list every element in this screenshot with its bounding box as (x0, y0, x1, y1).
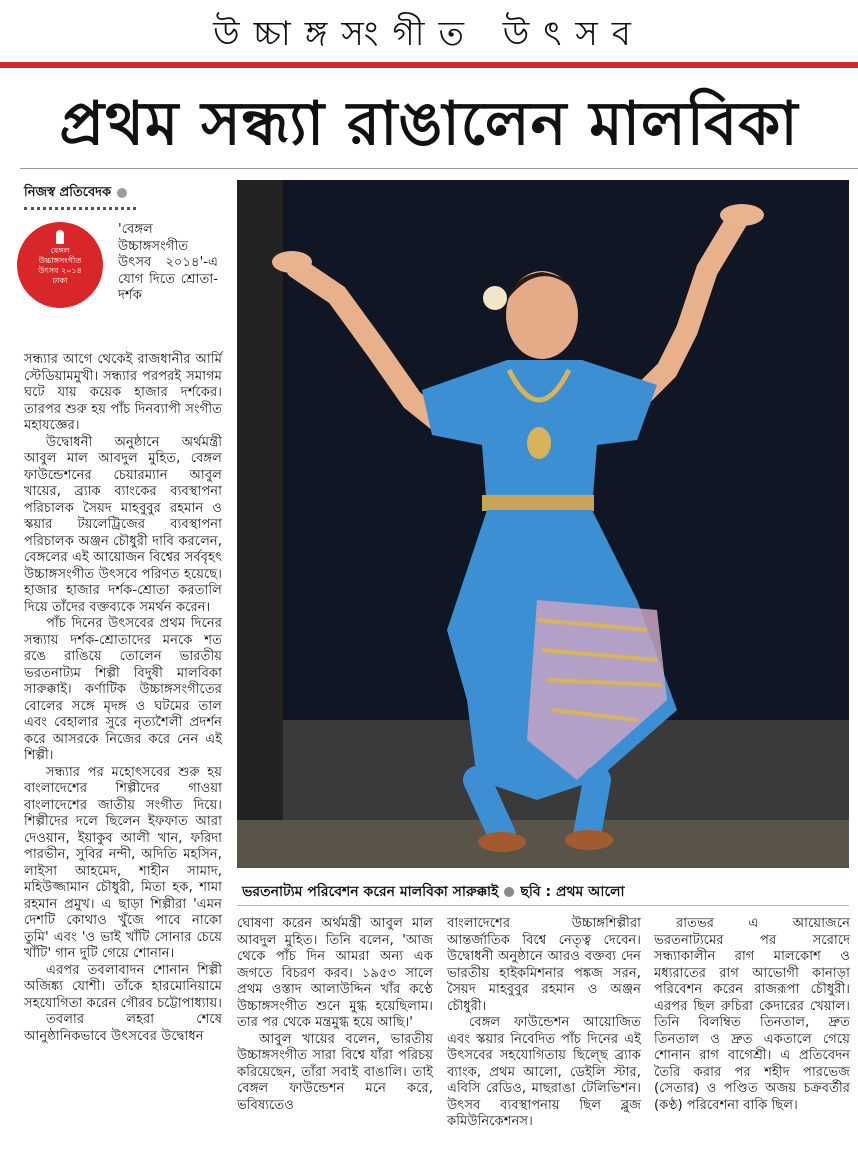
dancer-photo (237, 180, 849, 868)
article-intro: 'বেঙ্গল উচ্চাঙ্গসংগীত উৎসব ২০১৪'-এ যোগ দিতে শ্রোতা-দর্শক (118, 222, 218, 303)
section-header: উচ্চাঙ্গসংগীত উৎসব (213, 14, 645, 54)
bullet-icon (504, 887, 514, 897)
photo-caption (242, 880, 625, 904)
left-hand (272, 251, 312, 273)
headline-divider (20, 168, 858, 169)
byline (24, 183, 127, 204)
article-column-4: রাতভর এ আয়োজনে ভরতনাট্যমের পর সরোদে সন্ধ্যাকালীন রাগ মালকোশ ও মধ্যরাতের রাগ আভোগী কানাড়া পরিবেশন করেন রাজরূপা চৌধুরী। এরপর ছিল রুচিরা কেদারের খেয়াল। তিনি বিলম্বিত তিনতাল, দ্রুত তিনতাল ও দ্রুত একতালে গেয়ে শোনান রাগ বাগেশ্রী। এ প্রতিবেদন তৈরি করার পর শহীদ পারভেজ (সেতার) ও পণ্ডিত অজয় চক্রবর্তীর (কণ্ঠ) পরিবেশনা বাকি ছিল। (654, 916, 850, 1113)
dancer-icon (56, 230, 64, 244)
byline-text: নিজস্ব প্রতিবেদক (24, 185, 112, 200)
right-hand (720, 204, 764, 226)
dotted-divider (24, 207, 136, 210)
article-column-2: ঘোষণা করেন অর্থমন্ত্রী আবুল মাল আবদুল মুহিত। তিনি বলেন, 'আজ থেকে পাঁচ দিন আমরা অন্য এক জগতে বিচরণ করব। ১৯৫৩ সালে প্রথম ওস্তাদ আলাউদ্দিন খাঁর কণ্ঠে উচ্চাঙ্গসংগীত শুনে মুগ্ধ হয়েছিলাম। তার পর থেকে মন্ত্রমুগ্ধ হয়ে আছি।' আবুল খায়ের বলেন, ভারতীয় উচ্চাঙ্গসংগীত সারা বিশ্বে যাঁরা পরিচয় করিয়েছেন, তাঁরা সবাই বাঙালি। তাই বেঙ্গল ফাউন্ডেশন মনে করে, ভবিষ্যতেও (237, 916, 433, 1113)
bullet-icon (117, 188, 127, 198)
waist-belt (482, 495, 594, 511)
caption-divider (237, 905, 849, 906)
pendant (527, 427, 551, 459)
article-column-3: বাংলাদেশের উচ্চাঙ্গশিল্পীরা আন্তর্জাতিক বিশ্বে নেতৃত্ব দেবেন। উদ্বোধনী অনুষ্ঠানে আরও বক্তব্য দেন ভারতীয় হাইকমিশনার পঙ্কজ সরন, সৈয়দ মাহবুবুর রহমান ও অঞ্জন চৌধুরী। বেঙ্গল ফাউন্ডেশন আয়োজিত এবং স্কয়ার নিবেদিত পাঁচ দিনের এই উৎসবের সহযোগিতায় ছিল্ছে ব্র্যাক ব্যাংক, প্রথম আলো, ডেইলি স্টার, এবিসি রেডিও, মাছরাঙা টেলিভিশন। উৎসব ব্যবস্থাপনায় ছিল ব্লুজ কমিউনিকেশনস। (447, 916, 641, 1129)
stage-floor (237, 820, 849, 868)
headline: প্রথম সন্ধ্যা রাঙালেন মালবিকা (59, 89, 799, 159)
left-foot (478, 832, 526, 852)
photo-credit: ছবি : প্রথম আলো (520, 884, 625, 900)
dancer-illustration (237, 180, 849, 868)
stage-curtain (237, 180, 283, 868)
right-foot (565, 830, 613, 850)
hair-flowers (483, 286, 507, 310)
festival-logo (17, 222, 103, 308)
caption-text: ভরতনাট্যম পরিবেশন করেন মালবিকা সারুক্কাই (242, 884, 499, 900)
logo-text: বেঙ্গল উচ্চাঙ্গসংগীত উৎসব ২০১৪ ঢাকা (38, 246, 82, 285)
article-column-1: সন্ধ্যার আগে থেকেই রাজধানীর আর্মি স্টেডিয়ামমুখী। সন্ধ্যার পরপরই সমাগম ঘটে যায় কয়েক হাজার দর্শকের। তারপর শুরু হয় পাঁচ দিনব্যাপী সংগীত মহাযজ্ঞের। উদ্বোধনী অনুষ্ঠানে অর্থমন্ত্রী আবুল মাল আবদুল মুহিত, বেঙ্গল ফাউন্ডেশনের চেয়ারম্যান আবুল খায়ের, ব্র্যাক ব্যাংকের ব্যবস্থাপনা পরিচালক সৈয়দ মাহবুবুর রহমান ও স্কয়ার টয়লেট্রিজের ব্যবস্থাপনা পরিচালক অঞ্জন চৌধুরী দাবি করলেন, বেঙ্গলের এই আয়োজন বিশ্বের সর্ববৃহৎ উচ্চাঙ্গসংগীত উৎসবে পরিণত হয়েছে। হাজার হাজার দর্শক-শ্রোতা করতালি দিয়ে তাঁদের বক্তব্যকে সমর্থন করেন। পাঁচ দিনের উৎসবের প্রথম দিনের সন্ধ্যায় দর্শক-শ্রোতাদের মনকে শত রঙে রাঙিয়ে তোলেন ভারতীয় ভরতনাট্যম শিল্পী বিদুষী মালবিকা সারুক্কাই। কর্ণাটিক উচ্চাঙ্গসংগীতের বোলের সঙ্গে মৃদঙ্গ ও ঘটমের তাল এবং বেহালার সুরে নৃত্যশৈলী প্রদর্শন করে আসরকে নিজের করে নেন এই শিল্পী। সন্ধ্যার পর মহোৎসবের শুরু হয় বাংলাদেশের শিল্পীদের গাওয়া বাংলাদেশের জাতীয় সংগীত দিয়ে। শিল্পীদের দলে ছিলেন ইফফাত আরা দেওয়ান, ইয়াকুব আলী খান, ফরিদা পারভীন, সুবির নন্দী, অদিতি মহসিন, লাইসা আহমেদ, শাহীন সামাদ, মহিউজ্জামান চৌধুরী, মিতা হক, শামা রহমান প্রমুখ। এ ছাড়া শিল্পীরা 'এমন দেশটি কোথাও খুঁজে পাবে নাকো তুমি' এবং 'ও ভাই খাঁটি সোনার চেয়ে খাঁটি' গান দুটি গেয়ে শোনান। এরপর তবলাবাদন শোনান শিল্পী অজিঙ্ক্য যোশী। তাঁকে হারমোনিয়ামে সহযোগিতা করেন গৌরব চট্টোপাধ্যায়। তবলার লহরা শেষে আনুষ্ঠানিকভাবে উৎসবের উদ্বোধন (24, 352, 222, 1044)
red-divider (0, 62, 858, 68)
